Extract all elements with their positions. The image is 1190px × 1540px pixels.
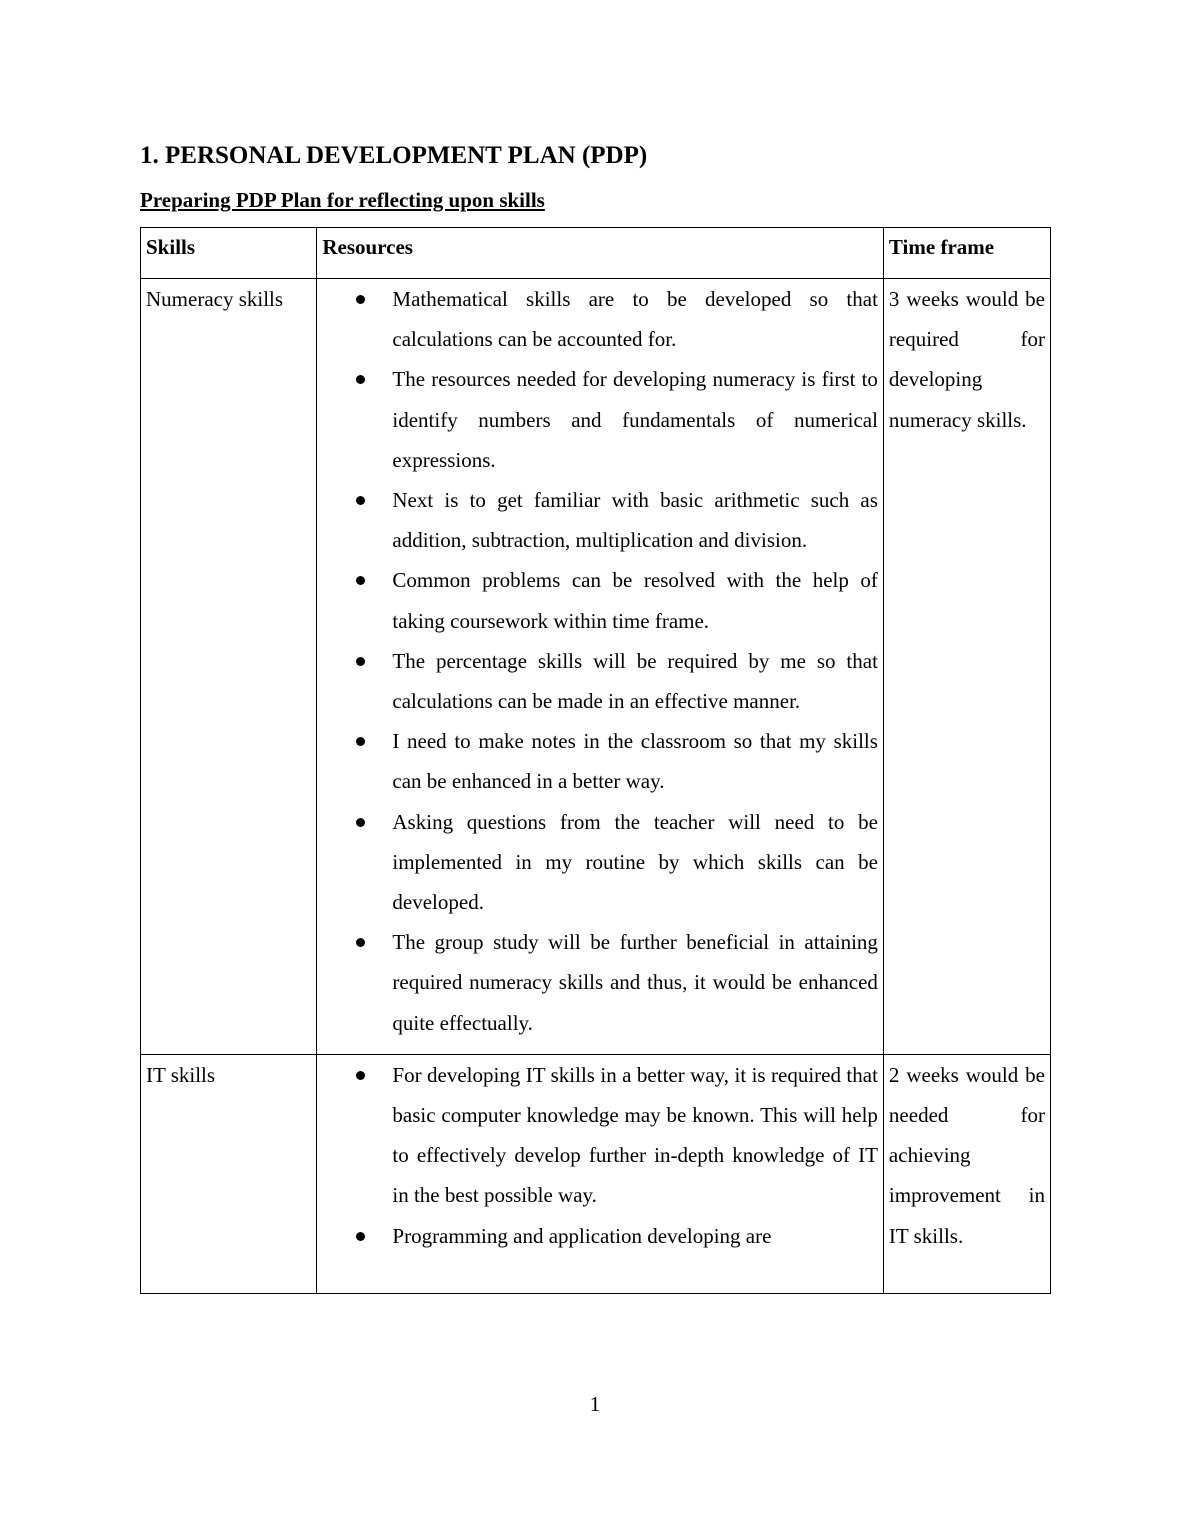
list-item-text: I need to make notes in the classroom so that my skills can be enhanced in a better way. — [392, 729, 878, 794]
bullet-icon — [356, 938, 365, 947]
bullet-icon — [356, 818, 365, 827]
bullet-icon — [356, 576, 365, 585]
list-item — [322, 1055, 878, 1216]
bullet-icon — [356, 1232, 365, 1241]
list-item — [322, 802, 878, 923]
bullet-icon — [356, 496, 365, 505]
list-item-text: The percentage skills will be required by me so that calculations can be made in an effective manner. — [392, 648, 878, 714]
list-item-text: The resources needed for developing numeracy is first to identify numbers and fundamentals of numerical expressions. — [392, 367, 878, 472]
time-frame-cell — [883, 279, 1050, 1055]
table-header-row — [141, 228, 1051, 279]
time-frame-text: 3 weeks would be required for developing numeracy skills. — [888, 287, 1045, 432]
list-item — [322, 359, 878, 480]
list-item — [322, 480, 878, 560]
list-item-text: Programming and application developing are — [392, 1223, 772, 1248]
resource-list — [322, 279, 878, 1043]
skill-name: IT skills — [146, 1062, 216, 1087]
list-item-text: For developing IT skills in a better way, it is required that basic computer knowledge may be known. This will help to effectively develop further in-depth knowledge of IT in the best possible way. — [392, 1062, 878, 1208]
list-item — [322, 721, 878, 801]
list-item-text: Common problems can be resolved with the help of taking coursework within time frame. — [392, 568, 878, 633]
list-item — [322, 279, 878, 359]
page-title: 1. PERSONAL DEVELOPMENT PLAN (PDP) — [140, 142, 648, 169]
skill-name: Numeracy skills — [146, 287, 284, 311]
bullet-icon — [356, 375, 365, 384]
time-frame-cell — [883, 1054, 1050, 1293]
table-row — [141, 279, 1051, 1055]
time-frame-text: 2 weeks would be needed for achieving improvement in IT skills. — [888, 1062, 1045, 1248]
header-time-frame: Time frame — [883, 228, 1050, 279]
list-item — [322, 1216, 878, 1256]
list-item — [322, 560, 878, 640]
resource-list — [322, 1055, 878, 1256]
list-item-text: Next is to get familiar with basic arithmetic such as addition, subtraction, multiplication and division. — [392, 488, 878, 553]
list-item-text: The group study will be further beneficial in attaining required numeracy skills and thus, it would be enhanced quite effectually. — [392, 930, 878, 1035]
header-skills: Skills — [141, 228, 317, 279]
bullet-icon — [356, 1071, 365, 1080]
pdp-table — [140, 227, 1051, 1294]
resources-cell — [317, 279, 884, 1055]
resources-cell — [317, 1054, 884, 1293]
list-item-text: Mathematical skills are to be developed so that calculations can be accounted for. — [392, 287, 878, 352]
list-item — [322, 922, 878, 1043]
header-resources: Resources — [317, 228, 884, 279]
skill-cell — [141, 1054, 317, 1293]
table-caption: Preparing PDP Plan for reflecting upon skills — [140, 188, 545, 212]
list-item-text: Asking questions from the teacher will need to be implemented in my routine by which skills can be developed. — [392, 809, 878, 915]
table-row — [141, 1054, 1051, 1293]
bullet-icon — [356, 295, 365, 304]
skill-cell — [141, 279, 317, 1055]
list-item — [322, 641, 878, 721]
bullet-icon — [356, 657, 365, 666]
page-number: 1 — [589, 1392, 601, 1416]
bullet-icon — [356, 737, 365, 746]
